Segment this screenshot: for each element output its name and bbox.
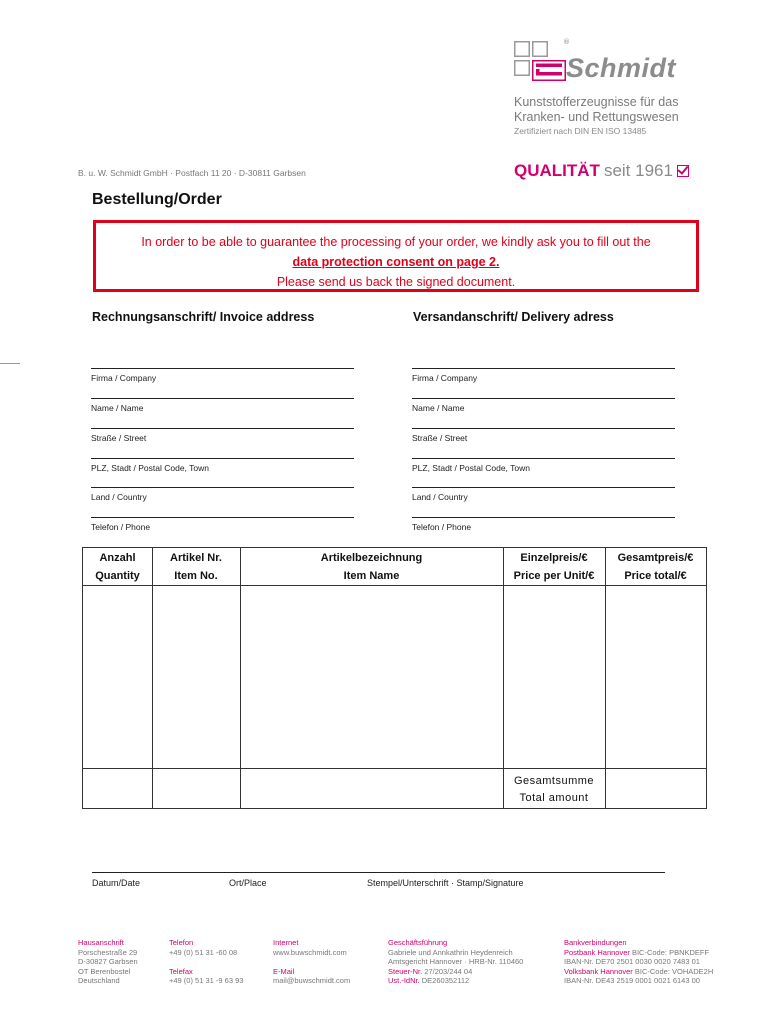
tagline-line-1: Kunststofferzeugnisse für das xyxy=(514,95,679,109)
footer-heading: Telefon xyxy=(169,938,194,947)
field-line xyxy=(91,368,354,369)
column-header-item-name xyxy=(240,548,503,585)
column-header-quantity xyxy=(83,548,152,585)
bank-1-line xyxy=(564,948,713,958)
certification-text: Zertifiziert nach DIN EN ISO 13485 xyxy=(514,126,647,136)
field-label: Straße / Street xyxy=(412,433,468,443)
field-label: Name / Name xyxy=(412,403,465,413)
vat-number xyxy=(388,976,523,986)
column-header-en: Price per Unit/€ xyxy=(513,570,595,582)
bank-name: Postbank Hannover xyxy=(564,947,630,957)
item-name-cell[interactable] xyxy=(241,586,503,768)
checked-box-icon xyxy=(677,165,689,177)
column-header-de: Gesamtpreis/€ xyxy=(617,552,694,564)
footer-management xyxy=(388,938,523,986)
place-label: Ort/Place xyxy=(229,878,267,888)
tax-number xyxy=(388,967,523,977)
bank-bic: BIC-Code: VOHADE2H xyxy=(634,966,714,976)
fold-mark xyxy=(0,363,20,364)
column-header-de: Anzahl xyxy=(99,552,136,564)
total-amount-cell[interactable] xyxy=(606,769,706,808)
bank-2-line xyxy=(564,967,713,977)
page-title: Bestellung/Order xyxy=(92,191,222,208)
footer-phone xyxy=(169,938,243,986)
footer-line: D-30827 Garbsen xyxy=(78,957,138,966)
notice-line-1: In order to be able to guarantee the processing of your order, we kindly ask you to fill out the xyxy=(141,235,651,249)
registered-mark: ® xyxy=(563,38,570,46)
footer-spacer xyxy=(273,957,350,967)
footer-heading: Bankverbindungen xyxy=(564,938,627,947)
footer-heading: Geschäftsführung xyxy=(388,938,448,947)
company-tagline xyxy=(514,95,679,125)
footer-heading: Internet xyxy=(273,938,299,947)
tax-value: 27/203/244 04 xyxy=(424,966,473,976)
data-protection-notice xyxy=(93,220,699,292)
column-header-total-price xyxy=(605,548,706,585)
field-label: Straße / Street xyxy=(91,433,147,443)
tax-label: Steuer-Nr. xyxy=(388,966,423,976)
field-label: PLZ, Stadt / Postal Code, Town xyxy=(91,463,209,473)
column-header-de: Einzelpreis/€ xyxy=(520,552,588,564)
stamp-signature-label: Stempel/Unterschrift · Stamp/Signature xyxy=(367,878,524,888)
quantity-cell[interactable] xyxy=(83,586,152,768)
field-line xyxy=(91,398,354,399)
footer-address xyxy=(78,938,138,986)
column-header-en: Item Name xyxy=(343,570,400,582)
footer-line: Deutschland xyxy=(78,976,120,985)
field-label: Telefon / Phone xyxy=(91,522,151,532)
field-line xyxy=(91,517,354,518)
quality-slogan xyxy=(514,161,689,181)
field-label: PLZ, Stadt / Postal Code, Town xyxy=(412,463,530,473)
item-no-cell[interactable] xyxy=(153,586,240,768)
column-header-de: Artikel Nr. xyxy=(170,552,222,564)
brand-name: Schmidt xyxy=(566,53,677,83)
field-label: Name / Name xyxy=(91,403,144,413)
vat-value: DE260352112 xyxy=(421,976,470,985)
column-header-en: Price total/€ xyxy=(624,570,687,582)
invoice-address-heading: Rechnungsanschrift/ Invoice address xyxy=(92,310,315,324)
footer-heading: E-Mail xyxy=(273,966,295,976)
column-header-en: Item No. xyxy=(174,570,218,582)
footer-heading: Hausanschrift xyxy=(78,938,124,947)
bank-iban: IBAN-Nr. DE43 2519 0001 0021 6143 00 xyxy=(564,976,700,985)
column-header-unit-price xyxy=(503,548,605,585)
field-line xyxy=(412,398,675,399)
field-line xyxy=(412,368,675,369)
website-link[interactable]: www.buwschmidt.com xyxy=(273,947,347,957)
column-header-en: Quantity xyxy=(95,570,140,582)
field-line xyxy=(91,458,354,459)
field-label: Firma / Company xyxy=(91,373,157,383)
total-label-de: Gesamtsumme xyxy=(513,775,595,787)
quality-word: QUALITÄT xyxy=(514,161,600,180)
schmidt-logo-icon xyxy=(514,41,566,81)
field-line xyxy=(91,428,354,429)
footer-bank xyxy=(564,938,713,986)
bank-bic: BIC-Code: PBNKDEFF xyxy=(631,947,710,957)
bank-name: Volksbank Hannover xyxy=(564,966,633,976)
field-line xyxy=(412,517,675,518)
sender-address-line: B. u. W. Schmidt GmbH · Postfach 11 20 · D-30811 Garbsen xyxy=(78,168,306,178)
vat-label: Ust.-IdNr. xyxy=(388,976,420,985)
footer-line: Porschestraße 29 xyxy=(78,947,138,957)
data-protection-link[interactable]: data protection consent on page 2. xyxy=(292,255,500,269)
fax-number: +49 (0) 51 31 -9 63 93 xyxy=(169,976,244,985)
signature-line[interactable] xyxy=(92,872,665,873)
bank-iban: IBAN-Nr. DE70 2501 0030 0020 7483 01 xyxy=(564,957,700,966)
field-line xyxy=(412,428,675,429)
field-label: Land / Country xyxy=(412,492,468,502)
unit-price-cell[interactable] xyxy=(504,586,605,768)
footer-line: Gabriele und Annkathrin Heydenreich xyxy=(388,947,513,957)
field-label: Telefon / Phone xyxy=(412,522,472,532)
field-line xyxy=(412,458,675,459)
email-link[interactable]: mail@buwschmidt.com xyxy=(273,976,351,985)
total-label-en: Total amount xyxy=(519,792,589,804)
column-header-item-no xyxy=(152,548,240,585)
notice-line-3: Please send us back the signed document. xyxy=(276,275,516,289)
field-label: Land / Country xyxy=(91,492,147,502)
date-label: Datum/Date xyxy=(92,878,141,888)
column-header-de: Artikelbezeichnung xyxy=(320,552,423,564)
tagline-line-2: Kranken- und Rettungswesen xyxy=(514,110,679,124)
footer-web xyxy=(273,938,350,986)
quality-since: seit 1961 xyxy=(603,161,673,180)
field-line xyxy=(91,487,354,488)
footer-line: Amtsgericht Hannover · HRB-Nr. 110460 xyxy=(388,957,524,966)
field-label: Firma / Company xyxy=(412,373,478,383)
phone-number[interactable]: +49 (0) 51 31 -60 08 xyxy=(169,947,238,957)
total-amount-label xyxy=(503,773,605,807)
total-price-cell[interactable] xyxy=(606,586,706,768)
footer-line: OT Berenbostel xyxy=(78,966,131,976)
footer-spacer xyxy=(169,957,243,967)
footer-heading: Telefax xyxy=(169,966,193,976)
field-line xyxy=(412,487,675,488)
delivery-address-heading: Versandanschrift/ Delivery adress xyxy=(413,310,614,324)
order-table xyxy=(82,547,707,809)
